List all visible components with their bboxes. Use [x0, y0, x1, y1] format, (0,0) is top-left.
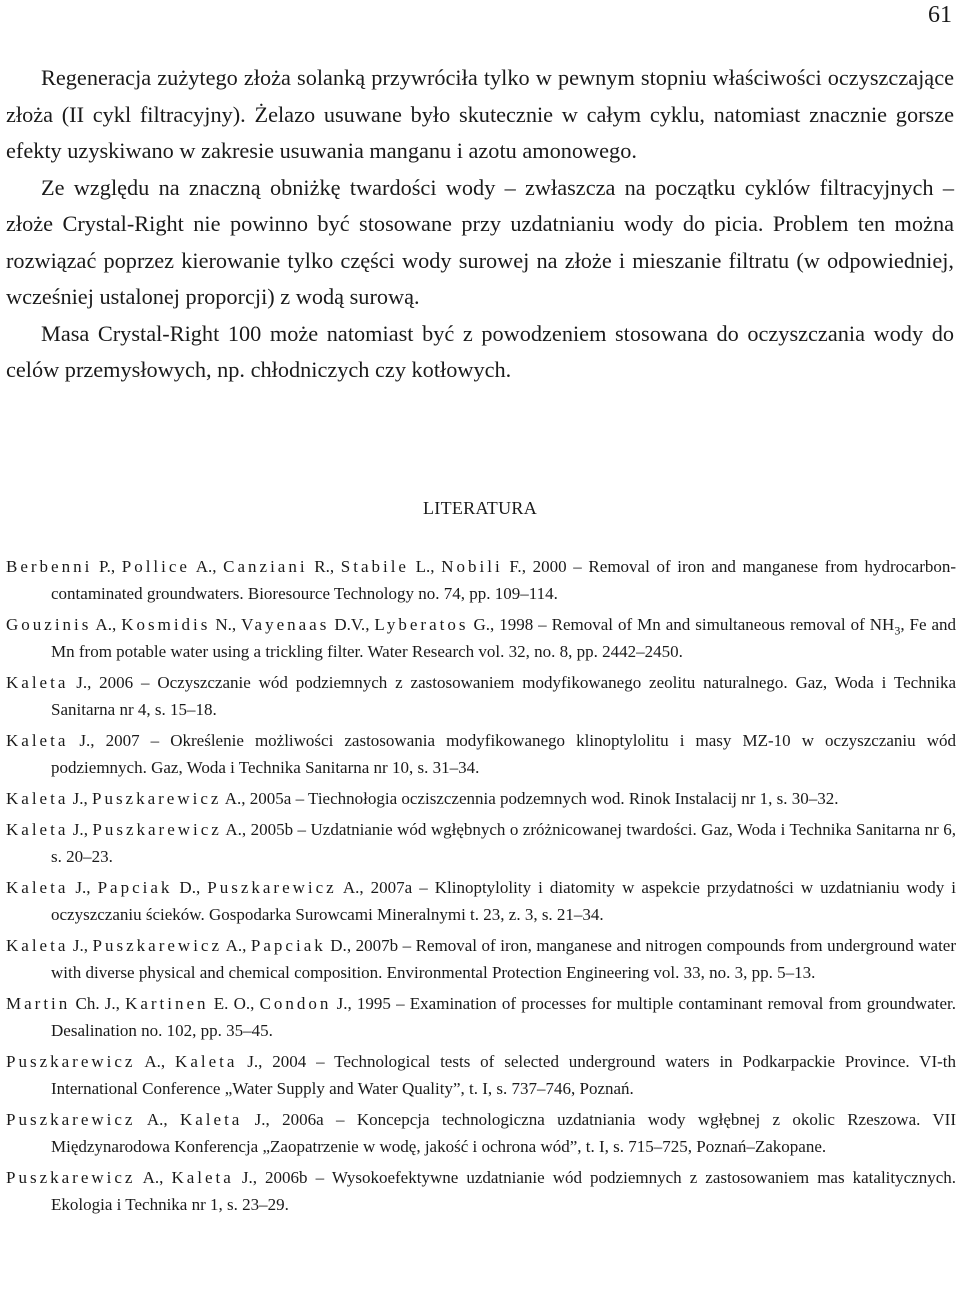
reference-author-initials: E. O. — [208, 994, 251, 1013]
reference-author-initials: A. — [221, 820, 242, 839]
reference-subscript: 3 — [894, 623, 901, 638]
reference-author-initials: J. — [68, 731, 91, 750]
reference-author-initials: R. — [307, 557, 330, 576]
reference-author-initials: J. — [233, 1168, 253, 1187]
reference-item — [6, 669, 956, 723]
reference-author-initials: J. — [68, 820, 84, 839]
reference-author-initials: J. — [68, 673, 88, 692]
reference-author-initials: D. — [325, 936, 347, 955]
page-number: 61 — [928, 2, 952, 28]
reference-author-initials: A. — [221, 789, 242, 808]
reference-author: Kaleta — [6, 936, 69, 955]
reference-author: Puszkarewicz — [92, 820, 222, 839]
reference-author-initials: P. — [92, 557, 111, 576]
reference-author: Condon — [259, 994, 332, 1013]
reference-text: , 2005b – Uzdatnianie wód wgłębnych o zróżnicowanej twardości. Gaz, Woda i Technika Sanitarna nr 6, s. 20–23. — [51, 820, 956, 866]
reference-author: Puszkarewicz — [6, 1052, 136, 1071]
reference-author: Kaleta — [6, 789, 69, 808]
reference-author: Stabile — [340, 557, 409, 576]
reference-author: Gouzinis — [6, 615, 92, 634]
reference-author: Papciak — [97, 878, 173, 897]
reference-list — [6, 553, 956, 1222]
reference-text: , 2000 – Removal of iron and manganese from hydrocarbon-contaminated groundwaters. Bioresource Technology no. 74, pp. 109–114. — [51, 557, 957, 603]
reference-item: Gouzinis A., Kosmidis N., Vayenaas D.V., Lyberatos G., 1998 – Removal of Mn and simultaneous removal of $NH_3$, Fe and Mn from potable water using a trickling filter. Water Research vol. 32, no. 8, pp. 2442–2450. — [6, 615, 957, 661]
reference-author: Lyberatos — [374, 615, 469, 634]
reference-item: Berbenni P., Pollice A., Canziani R., Stabile L., Nobili F., 2000 – Removal of iron and manganese from hydrocarbon-contaminated groundwaters. Bioresource Technology no. 74, pp. 109–114. — [6, 557, 957, 603]
reference-author: Kosmidis — [121, 615, 211, 634]
reference-author: Puszkarewicz — [6, 1110, 136, 1129]
reference-author-initials: D.V. — [329, 615, 366, 634]
reference-author: Kaleta — [6, 820, 69, 839]
reference-author: Kaleta — [6, 878, 69, 897]
reference-author-initials: A. — [135, 1052, 161, 1071]
reference-author: Kaleta — [6, 673, 69, 692]
reference-author: Martin — [6, 994, 71, 1013]
paragraph: Masa Crystal-Right 100 może natomiast być z powodzeniem stosowana do oczyszczania wody do celów przemysłowych, np. chłodniczych czy kotłowych. — [6, 320, 954, 382]
paragraph: Regeneracja zużytego złoża solanką przywróciła tylko w pewnym stopniu właściwości oczyszczające złoża (II cykl filtracyjny). Żelazo usuwane było skutecznie w całym cyklu, natomiast znacznie gorsze efekty uzyskiwano w zakresie usuwania manganu i azotu amonowego. — [6, 65, 954, 163]
reference-item: Puszkarewicz A., Kaleta J., 2006b – Wysokoefektywne uzdatnianie wód podziemnych z zastosowaniem mas katalitycznych. Ekologia i Technika nr 1, s. 23–29. — [6, 1168, 957, 1214]
reference-author: Canziani — [223, 557, 308, 576]
reference-author: Kaleta — [171, 1168, 234, 1187]
reference-text: , 2007a – Klinoptylolity i diatomity w aspekcie przydatności w uzdatnianiu wody i oczyszczaniu ścieków. Gospodarka Surowcami Mineralnymi t. 23, z. 3, s. 21–34. — [51, 878, 957, 924]
reference-author: Kartinen — [125, 994, 209, 1013]
reference-author-initials: A. — [135, 1110, 164, 1129]
reference-author: Puszkarewicz — [207, 878, 337, 897]
reference-author: Pollice — [121, 557, 190, 576]
reference-author-initials: L. — [408, 557, 431, 576]
reference-text: , Fe and Mn from potable water using a trickling filter. Water Research vol. 32, no. 8, pp. 2442–2450. — [51, 615, 957, 661]
reference-author-initials: J. — [68, 789, 84, 808]
reference-author: Kaleta — [175, 1052, 238, 1071]
reference-author-initials: J. — [242, 1110, 266, 1129]
reference-author: Kaleta — [6, 731, 69, 750]
reference-text: , 2007b – Removal of iron, manganese and nitrogen compounds from underground water with diverse physical and chemical composition. Environmental Protection Engineering vol. 33, no. 3, pp. 5–13. — [51, 936, 957, 982]
reference-author: Puszkarewicz — [91, 789, 222, 808]
paragraph: Ze względu na znaczną obniżkę twardości wody – zwłaszcza na początku cyklów filtracyjnych – złoże Crystal-Right nie powinno być stosowane przy uzdatnianiu wody do picia. Problem ten można rozwiązać poprzez kierowanie tylko części wody surowej na złoże i mieszanie filtratu (w odpowiedniej, wcześniej ustalonej proporcji) z wodą surową. — [6, 174, 954, 309]
reference-text: , 2006a – Koncepcja technologiczna uzdatniania wody wgłębnej z okolic Rzeszowa. VII Międzynarodowa Konferencja „Zaopatrzenie w wodę, jakość i ochrona wód”, t. I, s. 715–725, Poznań–Zakopane. — [51, 1110, 957, 1156]
reference-author-initials: G. — [468, 615, 490, 634]
reference-author-initials: A. — [135, 1168, 160, 1187]
body-text — [6, 60, 954, 389]
reference-text: , 2006b – Wysokoefektywne uzdatnianie wód podziemnych z zastosowaniem mas katalitycznych. Ekologia i Technika nr 1, s. 23–29. — [51, 1168, 957, 1214]
reference-item: Kaleta J., Papciak D., Puszkarewicz A., 2007a – Klinoptylolity i diatomity w aspekcie przydatności w uzdatnianiu wody i oczyszczaniu ścieków. Gospodarka Surowcami Mineralnymi t. 23, z. 3, s. 21–34. — [6, 878, 957, 924]
reference-author: Kaleta — [179, 1110, 243, 1129]
reference-author-initials: J. — [237, 1052, 259, 1071]
reference-author: Berbenni — [6, 557, 93, 576]
reference-author-initials: A. — [336, 878, 360, 897]
reference-text: , 1995 – Examination of processes for multiple contaminant removal from groundwater. Desalination no. 102, pp. 35–45. — [51, 994, 956, 1040]
reference-text: , 1998 – Removal of Mn and simultaneous removal of NH — [489, 615, 895, 634]
section-heading-literatura: LITERATURA — [423, 498, 537, 518]
reference-item — [6, 727, 956, 781]
reference-author-initials: N. — [210, 615, 232, 634]
reference-author-initials: J. — [68, 878, 87, 897]
reference-author-initials: A. — [189, 557, 213, 576]
reference-author-initials: J. — [331, 994, 348, 1013]
reference-author: Puszkarewicz — [6, 1168, 136, 1187]
reference-author: Papciak — [250, 936, 326, 955]
reference-author-initials: F. — [502, 557, 522, 576]
reference-item: Martin Ch. J., Kartinen E. O., Condon J., 1995 – Examination of processes for multiple contaminant removal from groundwater. Desalination no. 102, pp. 35–45. — [6, 994, 956, 1040]
reference-text: , 2007 – Określenie możliwości zastosowania modyfikowanego klinoptylolitu i masy MZ-10 w oczyszczaniu wód podziemnych. Gaz, Woda i Technika Sanitarna nr 10, s. 31–34. — [51, 731, 956, 777]
reference-author-initials: A. — [222, 936, 243, 955]
reference-author-initials: A. — [91, 615, 112, 634]
reference-item: Kaleta J., Puszkarewicz A., Papciak D., 2007b – Removal of iron, manganese and nitrogen compounds from underground water with diverse physical and chemical composition. Environmental Protection Engineering vol. 33, no. 3, pp. 5–13. — [6, 936, 957, 982]
reference-item: Kaleta J., Puszkarewicz A., 2005a – Tiechnołogia ocziszczennia podzemnych wod. Rinok Instalacij nr 1, s. 30–32. — [6, 789, 839, 808]
reference-item: Puszkarewicz A., Kaleta J., 2004 – Technological tests of selected underground waters in Podkarpackie Province. VI-th International Conference „Water Supply and Water Quality”, t. I, s. 737–746, Poznań. — [6, 1052, 956, 1098]
reference-author-initials: Ch. J. — [70, 994, 116, 1013]
reference-author-initials: D. — [172, 878, 196, 897]
reference-item: Kaleta J., Puszkarewicz A., 2005b – Uzdatnianie wód wgłębnych o zróżnicowanej twardości. Gaz, Woda i Technika Sanitarna nr 6, s. 20–23. — [6, 820, 956, 866]
reference-text: , 2004 – Technological tests of selected underground waters in Podkarpackie Province. VI-th International Conference „Water Supply and Water Quality”, t. I, s. 737–746, Poznań. — [51, 1052, 956, 1098]
reference-author: Nobili — [441, 557, 503, 576]
reference-text: , 2005a – Tiechnołogia ocziszczennia podzemnych wod. Rinok Instalacij nr 1, s. 30–32. — [241, 789, 839, 808]
reference-text: , 2006 – Oczyszczanie wód podziemnych z zastosowaniem modyfikowanego zeolitu naturalnego. Gaz, Woda i Technika Sanitarna nr 4, s. 15–18. — [51, 673, 956, 719]
reference-item: Puszkarewicz A., Kaleta J., 2006a – Koncepcja technologiczna uzdatniania wody wgłębnej z okolic Rzeszowa. VII Międzynarodowa Konferencja „Zaopatrzenie w wodę, jakość i ochrona wód”, t. I, s. 715–725, Poznań–Zakopane. — [6, 1110, 957, 1156]
reference-author-initials: J. — [68, 936, 84, 955]
reference-author: Puszkarewicz — [92, 936, 223, 955]
reference-author: Vayenaas — [241, 615, 330, 634]
